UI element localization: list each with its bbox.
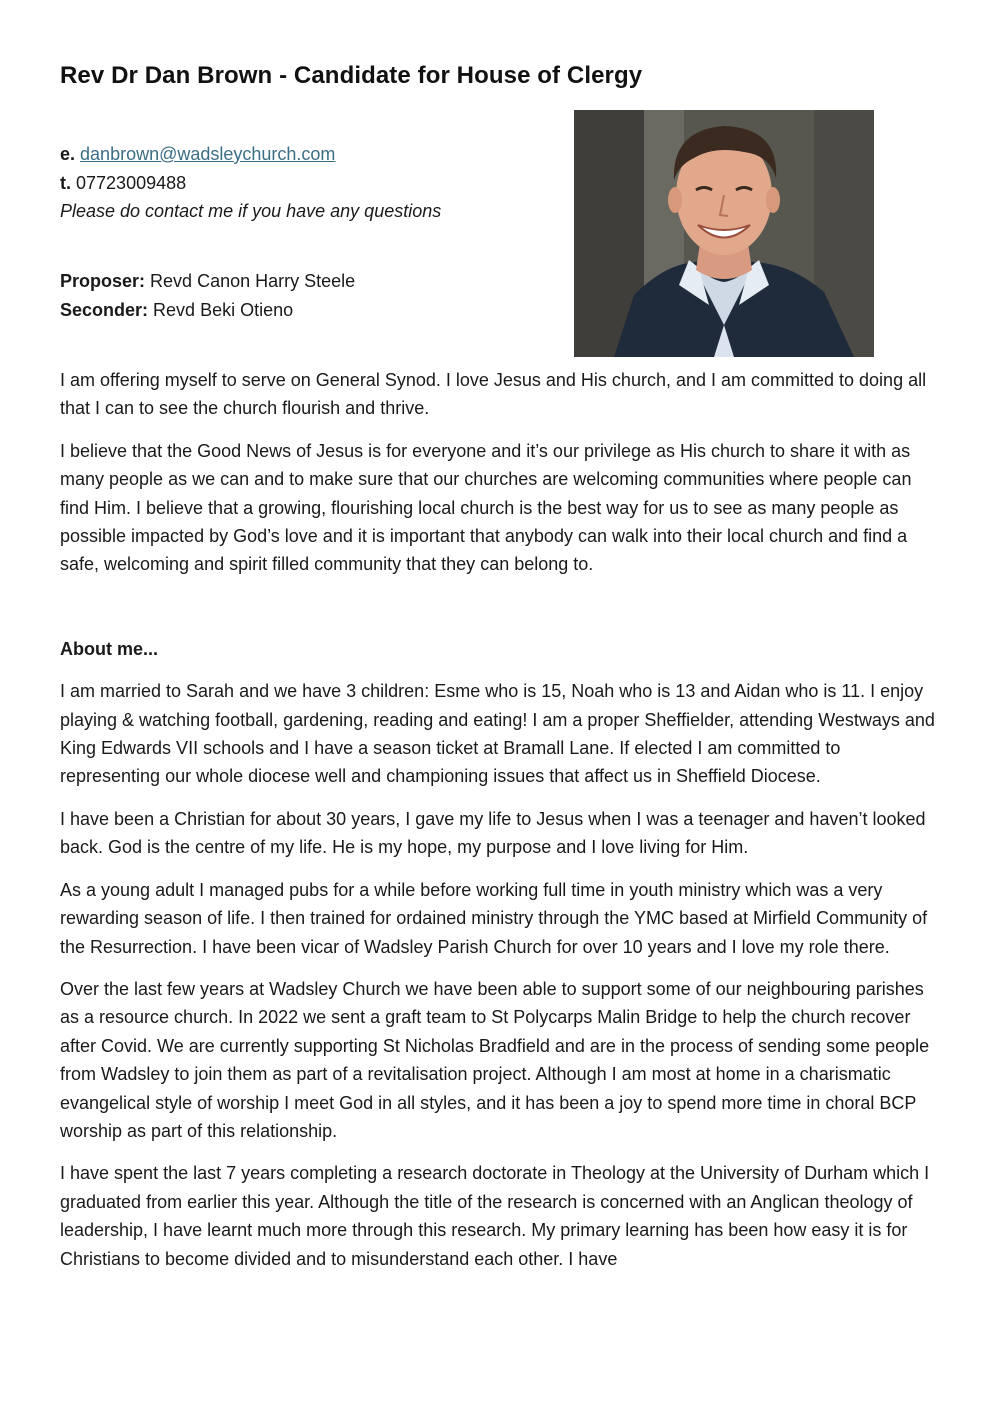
portrait-photo	[574, 110, 874, 357]
contact-block	[60, 140, 441, 226]
proposer-label: Proposer:	[60, 271, 146, 291]
about-heading: About me...	[60, 638, 158, 659]
about-paragraph-1: I am married to Sarah and we have 3 children: Esme who is 15, Noah who is 13 and Aidan who is 11. I enjoy playing & watching football, gardening, reading and eating! I am a proper Sheffielder, attending Westways and King Edwards VII schools and I have a season ticket at Bramall Lane. If elected I am committed to representing our whole diocese well and championing issues that affect us in Sheffield Diocese.	[60, 681, 935, 787]
section-spacer	[60, 593, 945, 635]
nominations-block	[60, 267, 355, 324]
email-label: e.	[60, 144, 76, 164]
intro-paragraph-1: I am offering myself to serve on General Synod. I love Jesus and His church, and I am committed to doing all that I can to see the church flourish and thrive.	[60, 370, 927, 419]
email-link[interactable]: danbrown@wadsleychurch.com	[80, 144, 336, 164]
seconder-name: Revd Beki Otieno	[153, 299, 294, 320]
statement-body	[60, 366, 945, 1287]
page-title: Rev Dr Dan Brown - Candidate for House of Clergy	[60, 62, 643, 89]
seconder-line	[60, 296, 355, 325]
about-paragraph-2: I have been a Christian for about 30 years, I gave my life to Jesus when I was a teenager and haven’t looked back. God is the centre of my life. He is my hope, my purpose and I love living for Him.	[60, 808, 926, 858]
phone-number: 07723009488	[76, 172, 187, 193]
phone-label: t.	[60, 172, 71, 193]
about-paragraph-5: I have spent the last 7 years completing a research doctorate in Theology at the University of Durham which I graduated from earlier this year. Although the title of the research is concerned with an Anglican theology of leadership, I have learnt much more through this research. My primary learning has been how easy it is for Christians to become divided and to misunderstand each other. I have	[60, 1163, 930, 1269]
about-paragraph-3: As a young adult I managed pubs for a while before working full time in youth ministry which was a very rewarding season of life. I then trained for ordained ministry through the YMC based at Mirfield Community of the Resurrection. I have been vicar of Wadsley Parish Church for over 10 years and I love my role there.	[60, 879, 928, 957]
proposer-line	[60, 267, 355, 296]
proposer-name: Revd Canon Harry Steele	[150, 271, 356, 291]
about-paragraph-4: Over the last few years at Wadsley Church we have been able to support some of our neighbouring parishes as a resource church. In 2022 we sent a graft team to St Polycarps Malin Bridge to help the church recover after Covid. We are currently supporting St Nicholas Bradfield and are in the process of sending some people from Wadsley to join them as part of a revitalisation project. Although I am most at home in a charismatic evangelical style of worship I meet God in all styles, and it has been a joy to spend more time in choral BCP worship as part of this relationship.	[60, 978, 930, 1141]
portrait-illustration	[574, 110, 874, 357]
contact-note: Please do contact me if you have any questions	[60, 201, 442, 221]
email-line	[60, 140, 441, 169]
intro-paragraph-2: I believe that the Good News of Jesus is for everyone and it’s our privilege as His church to share it with as many people as we can and to make sure that our churches are welcoming communities where people can find Him. I believe that a growing, flourishing local church is the best way for us to see as many people as possible impacted by God’s love and it is important that anybody can walk into their local church and find a safe, welcoming and spirit filled community that they can belong to.	[60, 440, 912, 575]
phone-line	[60, 169, 441, 198]
seconder-label: Seconder:	[60, 299, 149, 320]
